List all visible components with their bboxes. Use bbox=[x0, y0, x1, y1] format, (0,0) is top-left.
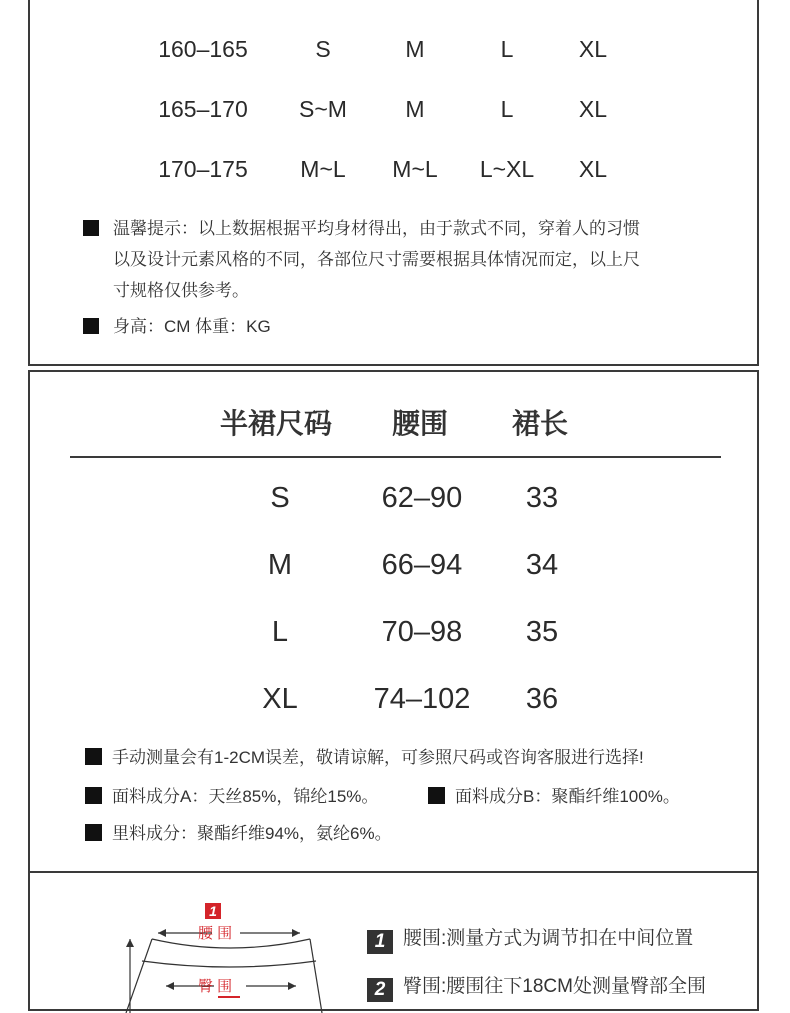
height-cell: 165–170 bbox=[158, 96, 248, 122]
size-cell: S bbox=[315, 36, 331, 62]
skirt-waist: 74–102 bbox=[373, 683, 471, 715]
bullet-square-icon bbox=[83, 220, 99, 236]
tip-line-3: 寸规格仅供参考。 bbox=[113, 281, 249, 300]
diagram-waist-label: 腰 围 bbox=[198, 925, 233, 942]
size-cell: L bbox=[500, 96, 514, 122]
skirt-size: S bbox=[270, 482, 290, 514]
diagram-num-1: 1 bbox=[205, 903, 221, 919]
skirt-size: L bbox=[271, 616, 289, 648]
size-cell: L bbox=[500, 36, 514, 62]
skirt-waist: 62–90 bbox=[381, 482, 463, 514]
step-number: 1 bbox=[367, 930, 393, 954]
size-cell: XL bbox=[578, 36, 608, 62]
top-size-panel bbox=[28, 0, 759, 366]
skirt-length: 36 bbox=[525, 683, 559, 715]
size-cell: S~M bbox=[299, 96, 347, 122]
height-cell: 160–165 bbox=[158, 36, 248, 62]
header-divider bbox=[70, 456, 721, 458]
bullet-square-icon bbox=[85, 748, 102, 765]
skirt-length: 34 bbox=[525, 549, 559, 581]
skirt-length: 33 bbox=[525, 482, 559, 514]
lining-note: 里料成分：聚酯纤维94%，氨纶6%。 bbox=[85, 819, 392, 844]
measure-guide-panel bbox=[28, 871, 759, 1011]
bullet-square-icon bbox=[85, 787, 102, 804]
skirt-length: 35 bbox=[525, 616, 559, 648]
size-cell: L~XL bbox=[479, 156, 535, 182]
size-cell: XL bbox=[578, 96, 608, 122]
bullet-square-icon bbox=[428, 787, 445, 804]
skirt-waist: 66–94 bbox=[381, 549, 463, 581]
step-waist: 1 腰围:测量方式为调节扣在中间位置 bbox=[367, 923, 693, 954]
header-length: 裙长 bbox=[512, 408, 569, 439]
size-cell: M bbox=[405, 36, 425, 62]
size-cell: XL bbox=[578, 156, 608, 182]
skirt-size: XL bbox=[262, 683, 298, 715]
step-hip: 2 臀围:腰围往下18CM处测量臀部全围 bbox=[367, 971, 706, 1002]
diagram-hip-label: 臀 围 bbox=[198, 978, 233, 995]
size-cell: M bbox=[405, 96, 425, 122]
bullet-square-icon bbox=[85, 824, 102, 841]
skirt-waist: 70–98 bbox=[381, 616, 463, 648]
step-number: 2 bbox=[367, 978, 393, 1002]
tip-note: 温馨提示：以上数据根据平均身材得出，由于款式不同，穿着人的习惯 bbox=[83, 213, 640, 244]
header-waist: 腰围 bbox=[392, 408, 449, 439]
measure-note: 手动测量会有1-2CM误差，敬请谅解，可参照尺码或咨询客服进行选择! bbox=[85, 743, 644, 768]
tip-line-2: 以及设计元素风格的不同，各部位尺寸需要根据具体情况而定，以上尺 bbox=[113, 250, 640, 269]
fabric-note: 面料成分A：天丝85%，锦纶15%。 bbox=[85, 782, 378, 807]
fabric-b-note: 面料成分B：聚酯纤维100%。 bbox=[428, 782, 680, 807]
header-size: 半裙尺码 bbox=[220, 408, 333, 439]
size-cell: M~L bbox=[392, 156, 438, 182]
skirt-size: M bbox=[267, 549, 293, 581]
height-cell: 170–175 bbox=[158, 156, 248, 182]
bullet-square-icon bbox=[83, 318, 99, 334]
size-cell: M~L bbox=[300, 156, 346, 182]
skirt-size-panel bbox=[28, 370, 759, 873]
units-note: 身高：CM 体重：KG bbox=[83, 311, 271, 342]
